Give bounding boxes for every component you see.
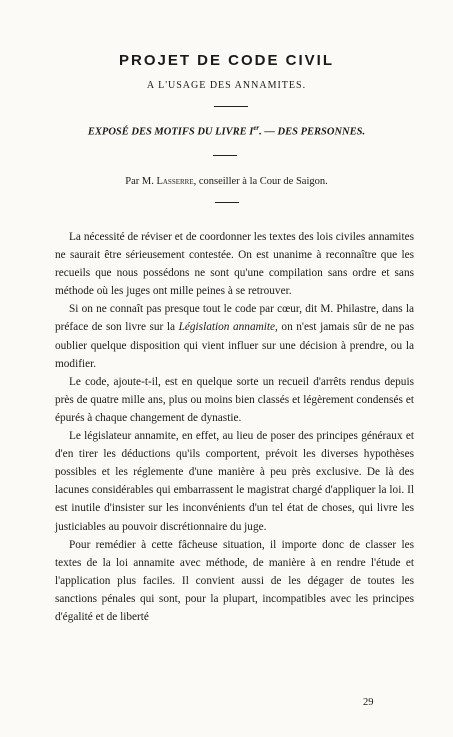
divider-rule	[215, 202, 239, 203]
section-heading-rest: . — DES PERSONNES.	[259, 126, 366, 138]
section-heading-ordinal: er	[253, 124, 260, 132]
byline-prefix: Par M.	[125, 176, 157, 187]
book-title: Législation annamite,	[178, 321, 278, 334]
paragraph: La nécessité de réviser et de coordonner les textes des lois civiles annamites ne saurait être sérieusement contestée. On est unanime à reconnaître que les recueils que nous possédons ne sont qu'une compilation sans ordre et sans méthode où les juges ont mille peines à se retrouver.	[55, 231, 414, 298]
author-byline	[0, 176, 453, 187]
paragraph	[55, 300, 414, 372]
paragraph: Pour remédier à cette fâcheuse situation, il importe donc de classer les textes de la loi annamite avec méthode, de manière à en rendre l'étude et l'application plus faciles. Il convient aussi de les dégager de toutes les sanctions pénales qui sont, pour la plupart, incompatibles avec les principes d'égalité et de liberté	[55, 538, 414, 623]
divider-rule	[213, 155, 237, 156]
page-title: PROJET DE CODE CIVIL	[118, 52, 335, 69]
byline-suffix: , conseiller à la Cour de Saigon.	[193, 176, 328, 187]
author-name: Lasserre	[156, 176, 194, 187]
paragraph: Le code, ajoute-t-il, est en quelque sorte un recueil d'arrêts rendus depuis près de quatre mille ans, plus ou moins bien classés et légèrement condensés et épurés à chaque changement de dynastie.	[55, 375, 414, 424]
body-text	[55, 228, 414, 626]
section-heading	[0, 124, 453, 138]
section-heading-main: EXPOSÉ DES MOTIFS DU LIVRE I	[87, 126, 254, 138]
page-number: 29	[363, 697, 374, 708]
paragraph-text: Si on ne connaît pas presque tout le code par cœur, dit M. Philastre, dans la préface de son livre sur la	[55, 303, 414, 334]
divider-rule	[214, 106, 248, 107]
paragraph: Le législateur annamite, en effet, au lieu de poser des principes généraux et d'en tirer les déductions qu'ils comportent, prévoit les diverses hypothèses possibles et les réglemente d'une manière à peu près exclusive. De là des lacunes considérables qui embarrassent le magistrat chargé d'appliquer la loi. Il est inutile d'insister sur les inconvénients d'un tel état de choses, qui livre les justiciables au pouvoir discrétionnaire du juge.	[55, 430, 414, 533]
page-subtitle: A L'USAGE DES ANNAMITES.	[146, 80, 307, 91]
paragraph-text: on n'est jamais sûr de ne pas oublier quelque disposition qui vient influer sur une décision à prendre, ou la modifier.	[55, 321, 414, 370]
